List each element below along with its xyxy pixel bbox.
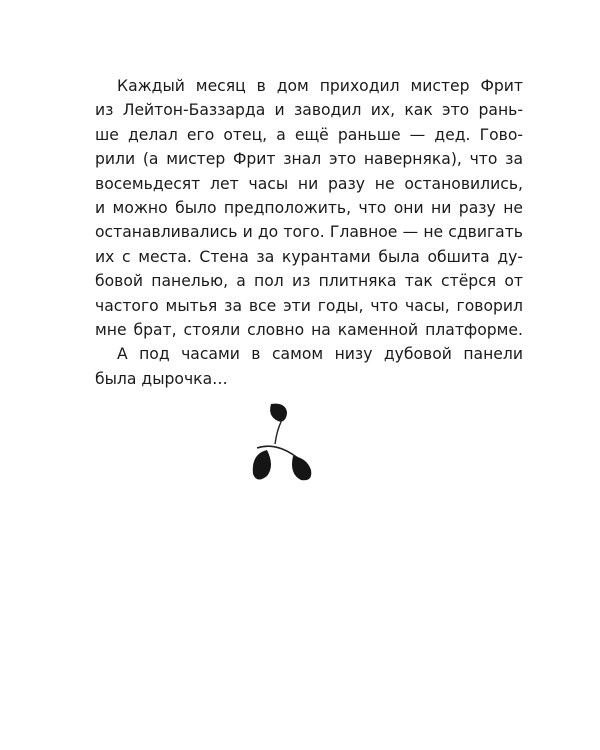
body-text	[95, 74, 523, 391]
text-line: ше делал его отец, а ещё раньше — дед. Гово-	[95, 125, 523, 144]
text-line: из Лейтон-Баззарда и заводил их, как это рань-	[95, 101, 523, 120]
text-line: их с места. Стена за курантами была обшита ду-	[95, 247, 523, 266]
text-line: была дырочка…	[95, 369, 228, 388]
text-line: и можно было предположить, что они ни разу не	[95, 198, 523, 217]
text-line: частого мытья за все эти годы, что часы, говорил	[95, 296, 523, 315]
text-line: Каждый месяц в дом приходил мистер Фрит	[117, 77, 523, 95]
text-line: восемьдесят лет часы ни разу не остановились,	[95, 174, 523, 193]
text-line: А под часами в самом низу дубовой панели	[117, 345, 523, 364]
text-line: мне брат, стояли словно на каменной платформе.	[95, 320, 523, 339]
text-line: бовой панелью, а пол из плитняка так стёрся от	[95, 272, 523, 291]
text-line: останавливались и до того. Главное — не сдвигать	[95, 223, 523, 242]
leaf-sprig-icon	[245, 400, 315, 485]
text-line: рили (а мистер Фрит знал это наверняка), что за	[95, 150, 523, 169]
